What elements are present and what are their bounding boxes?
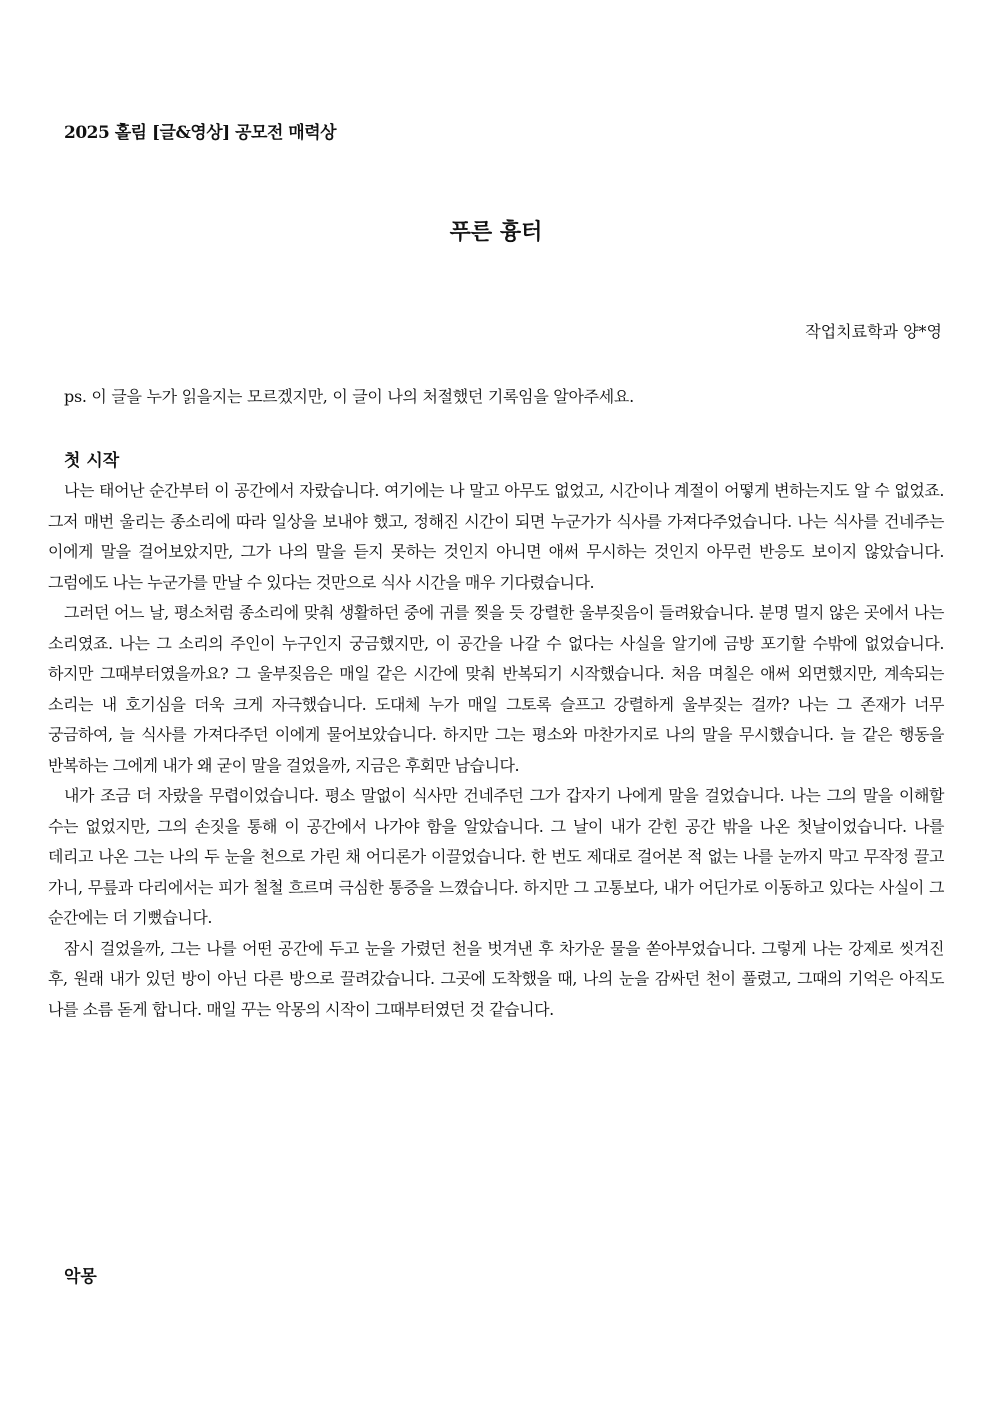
ps-note: ps. 이 글을 누가 읽을지는 모르겠지만, 이 글이 나의 처절했던 기록임을 알아주세요. [64,387,634,406]
paragraph: 내가 조금 더 자랐을 무렵이었습니다. 평소 말없이 식사만 건네주던 그가 갑자기 나에게 말을 걸었습니다. 나는 그의 말을 이해할 수는 없었지만, 그의 손짓을 통해 이 공간에서 나가야 함을 알았습니다. 그 날이 내가 갇힌 공간 밖을 나온 첫날이었습니다. 나를 데리고 나온 그는 나의 두 눈을 천으로 가린 채 어디론가 이끌었습니다. 한 번도 제대로 걸어본 적 없는 나를 눈까지 막고 무작정 끌고 가니, 무릎과 다리에서는 피가 철철 흐르며 극심한 통증을 느꼈습니다. 하지만 그 고통보다, 내가 어딘가로 이동하고 있다는 사실이 그 순간에는 더 기뻤습니다. [48,786,944,927]
section-heading: 악몽 [64,1267,97,1287]
award-label: 2025 홀림 [글&영상] 공모전 매력상 [64,123,337,143]
section-first-start [48,446,944,1025]
paragraph: 잠시 걸었을까, 그는 나를 어떤 공간에 두고 눈을 가렸던 천을 벗겨낸 후 차가운 물을 쏟아부었습니다. 그렇게 나는 강제로 씻겨진 후, 원래 내가 있던 방이 아닌 다른 방으로 끌려갔습니다. 그곳에 도착했을 때, 나의 눈을 감싸던 천이 풀렸고, 그때의 기억은 아직도 나를 소름 돋게 합니다. 매일 꾸는 악몽의 시작이 그때부터였던 것 같습니다. [48,938,944,1019]
paragraph: 나는 태어난 순간부터 이 공간에서 자랐습니다. 여기에는 나 말고 아무도 없었고, 시간이나 계절이 어떻게 변하는지도 알 수 없었죠. 그저 매번 울리는 종소리에 따라 일상을 보내야 했고, 정해진 시간이 되면 누군가가 식사를 가져다주었습니다. 나는 식사를 건네주는 이에게 말을 걸어보았지만, 그가 나의 말을 듣지 못하는 것인지 아니면 애써 무시하는 것인지 아무런 반응도 보이지 않았습니다. 그럼에도 나는 누군가를 만날 수 있다는 것만으로 식사 시간을 매우 기다렸습니다. [48,481,944,592]
section-nightmare [48,1262,944,1292]
author-line: 작업치료학과 양*영 [805,322,942,341]
paragraph: 그러던 어느 날, 평소처럼 종소리에 맞춰 생활하던 중에 귀를 찢을 듯 강렬한 울부짖음이 들려왔습니다. 분명 멀지 않은 곳에서 나는 소리였죠. 나는 그 소리의 주인이 누구인지 궁금했지만, 이 공간을 나갈 수 없다는 사실을 알기에 금방 포기할 수밖에 없었습니다. 하지만 그때부터였을까요? 그 울부짖음은 매일 같은 시간에 맞춰 반복되기 시작했습니다. 처음 며칠은 애써 외면했지만, 계속되는 소리는 내 호기심을 더욱 크게 자극했습니다. 도대체 누가 매일 그토록 슬프고 강렬하게 울부짖는 걸까? 나는 그 존재가 너무 궁금하여, 늘 식사를 가져다주던 이에게 물어보았습니다. 하지만 그는 평소와 마찬가지로 나의 말을 무시했습니다. 늘 같은 행동을 반복하는 그에게 내가 왜 굳이 말을 걸었을까, 지금은 후회만 남습니다. [48,603,944,775]
essay-title: 푸른 흉터 [449,219,543,245]
section-heading: 첫 시작 [64,451,120,471]
